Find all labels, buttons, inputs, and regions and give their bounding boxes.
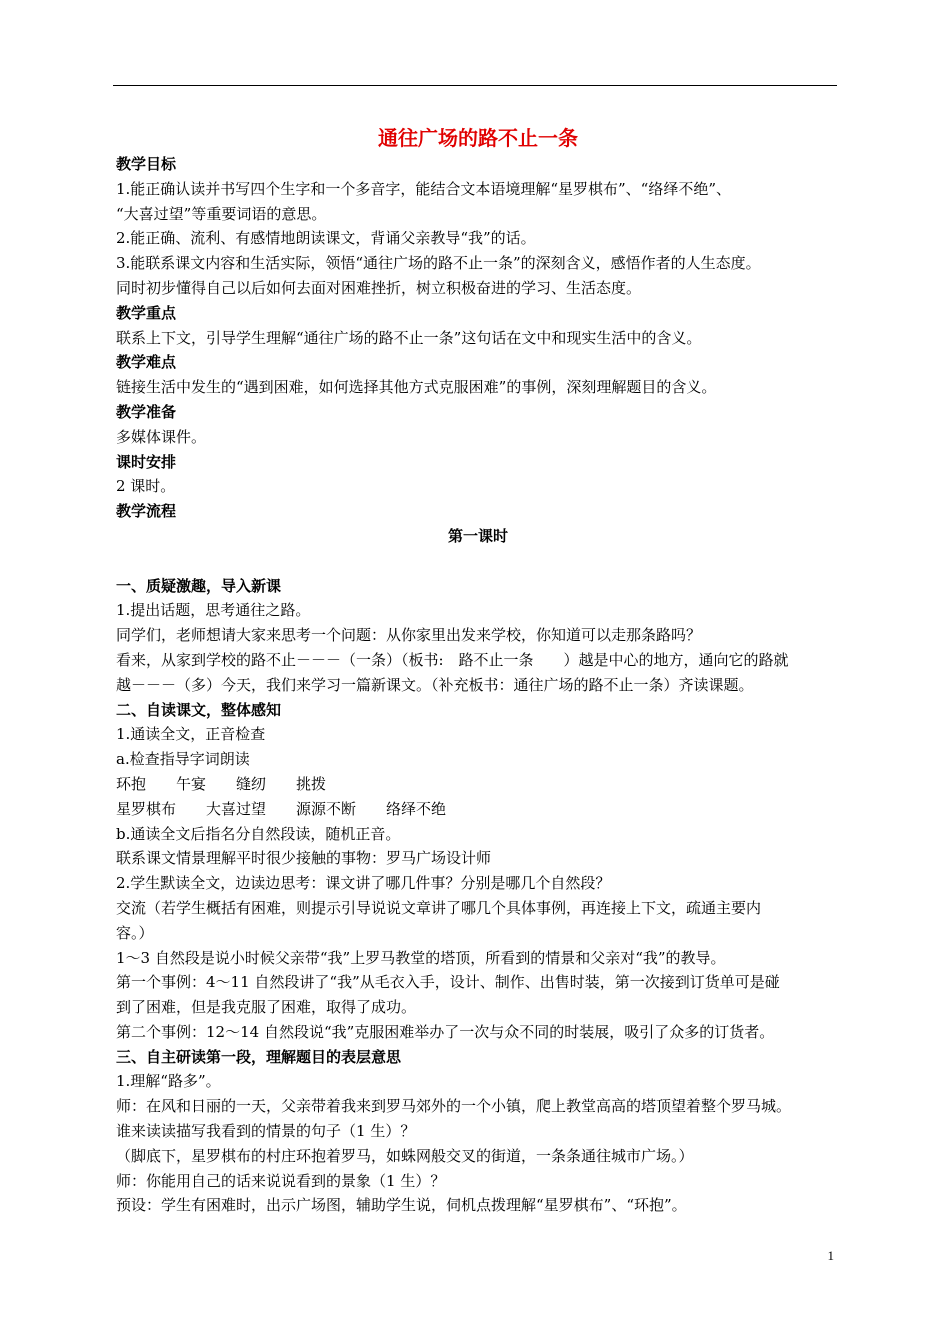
document-body <box>116 124 840 1218</box>
section-heading: 教学准备 <box>116 402 177 421</box>
paragraph-line: 3.能联系课文内容和生活实际，领悟“通往广场的路不止一条”的深刻含义，感悟作者的人生态度。 <box>116 254 761 273</box>
section-heading: 教学流程 <box>116 502 177 521</box>
paragraph-line: 同学们，老师想请大家来思考一个问题：从你家里出发来学校，你知道可以走那条路吗？ <box>116 626 702 645</box>
paragraph-line: 多媒体课件。 <box>116 427 207 446</box>
paragraph-line: 容。） <box>116 923 154 942</box>
document-lines <box>116 152 840 1218</box>
section-heading: 三、自主研读第一段，理解题目的表层意思 <box>116 1047 402 1066</box>
paragraph-line: 同时初步懂得自己以后如何去面对困难挫折，树立积极奋进的学习、生活态度。 <box>116 278 642 297</box>
paragraph-line: 2 课时。 <box>116 477 176 496</box>
paragraph-line: 链接生活中发生的“遇到困难，如何选择其他方式克服困难”的事例，深刻理解题目的含义。 <box>116 378 717 397</box>
paragraph-line: 联系上下文，引导学生理解“通往广场的路不止一条”这句话在文中和现实生活中的含义。 <box>116 328 702 347</box>
paragraph-line: a.检查指导字词朗读 <box>116 750 250 769</box>
paragraph-line: 1.提出话题，思考通往之路。 <box>116 601 311 620</box>
header-rule <box>113 85 837 86</box>
paragraph-line: 1.理解“路多”。 <box>116 1072 221 1091</box>
paragraph-line: 联系课文情景理解平时很少接触的事物：罗马广场设计师 <box>116 849 492 868</box>
paragraph-line: 到了困难，但是我克服了困难，取得了成功。 <box>116 998 417 1017</box>
paragraph-line: 星罗棋布 大喜过望 源源不断 络绎不绝 <box>116 799 447 818</box>
paragraph-line: 1～3 自然段是说小时候父亲带“我”上罗马教堂的塔顶，所看到的情景和父亲对“我”的教导。 <box>116 948 726 967</box>
section-heading: 教学目标 <box>116 155 177 173</box>
paragraph-line: 谁来读读描写我看到的情景的句子（1 生）？ <box>116 1122 416 1141</box>
document-title: 通往广场的路不止一条 <box>378 126 578 150</box>
page-number: 1 <box>827 1248 834 1263</box>
paragraph-line: b.通读全文后指名分自然段读，随机正音。 <box>116 824 401 843</box>
paragraph-line: 师：你能用自己的话来说说看到的景象（1 生）？ <box>116 1171 446 1190</box>
section-heading: 课时安排 <box>116 452 177 471</box>
blank-line <box>116 549 840 574</box>
paragraph-line: 看来，从家到学校的路不止－－－（一条）（板书: 路不止一条 ）越是中心的地方，通向它的路就 <box>116 650 789 669</box>
section-heading: 教学难点 <box>116 353 177 372</box>
paragraph-line: 第二个事例：12～14 自然段说“我”克服困难举办了一次与众不同的时装展，吸引了众多的订货者。 <box>116 1022 775 1041</box>
paragraph-line: 2.学生默读全文，边读边思考：课文讲了哪几件事？分别是哪几个自然段？ <box>116 874 611 893</box>
paragraph-line: 交流（若学生概括有困难，则提示引导说说文章讲了哪几个具体事例，再连接上下文，疏通主要内 <box>116 898 762 917</box>
section-heading: 二、自读课文，整体感知 <box>116 700 282 719</box>
paragraph-line: 环抱 午宴 缝纫 挑拨 <box>116 774 327 793</box>
section-heading: 一、质疑激趣，导入新课 <box>116 576 282 595</box>
paragraph-line: 预设：学生有困难时，出示广场图，辅助学生说，伺机点拨理解“星罗棋布”、“环抱”。 <box>116 1196 687 1215</box>
paragraph-line: 1.通读全文，正音检查 <box>116 725 266 744</box>
paragraph-line: 越－－－（多）今天，我们来学习一篇新课文。（补充板书：通往广场的路不止一条）齐读课题。 <box>116 675 754 694</box>
paragraph-line: 师：在风和日丽的一天，父亲带着我来到罗马郊外的一个小镇，爬上教堂高高的塔顶望着整个罗马城。 <box>116 1097 792 1116</box>
paragraph-line: “大喜过望”等重要词语的意思。 <box>116 204 327 223</box>
section-heading: 教学重点 <box>116 303 177 322</box>
lesson-heading: 第一课时 <box>447 526 508 545</box>
paragraph-line: 1.能正确认读并书写四个生字和一个多音字，能结合文本语境理解“星罗棋布”、“络绎不绝”、 <box>116 179 731 198</box>
paragraph-line: 2.能正确、流利、有感情地朗读课文，背诵父亲教导“我”的话。 <box>116 229 536 248</box>
paragraph-line: （脚底下，星罗棋布的村庄环抱着罗马，如蛛网般交叉的街道，一条条通往城市广场。） <box>116 1146 694 1165</box>
paragraph-line: 第一个事例：4～11 自然段讲了“我”从毛衣入手，设计、制作、出售时装，第一次接到订货单可是碰 <box>116 973 780 992</box>
